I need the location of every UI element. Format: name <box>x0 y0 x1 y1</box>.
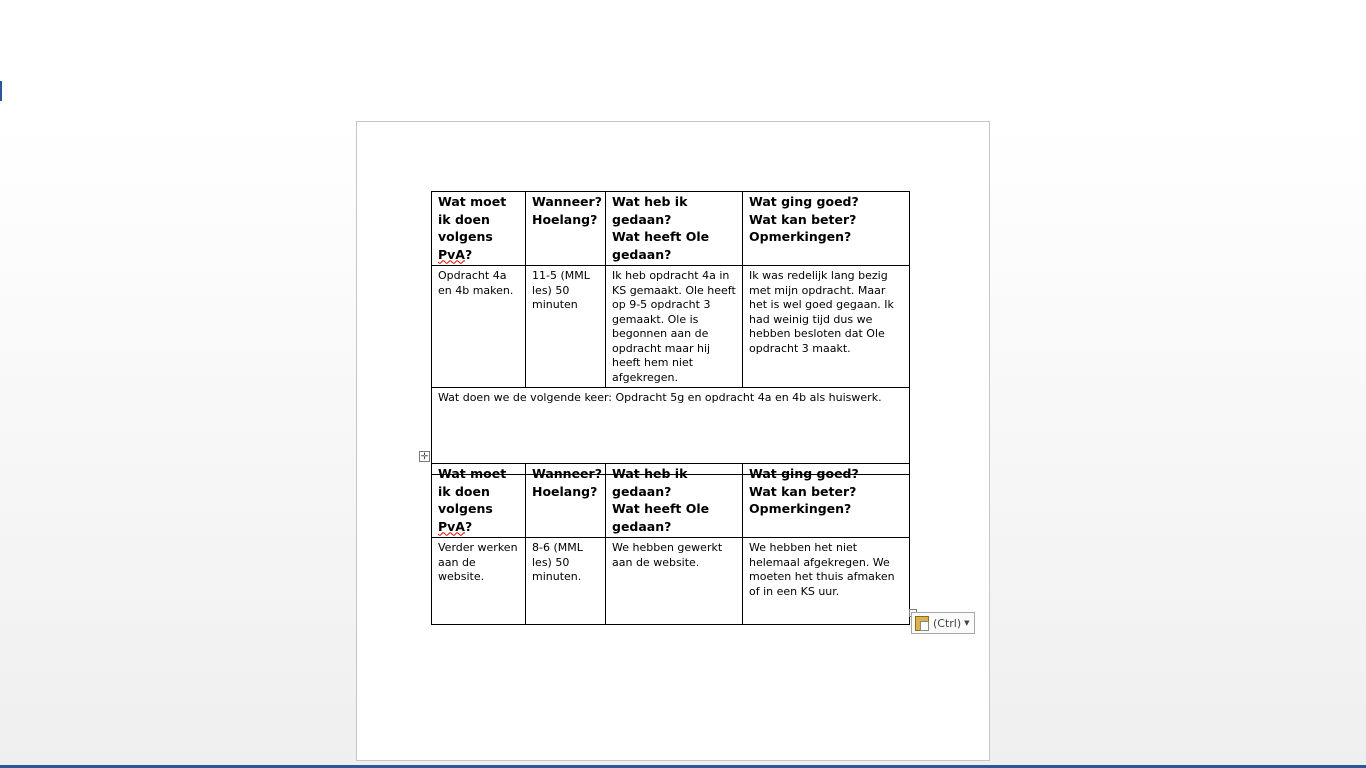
paste-options-button[interactable] <box>911 612 975 634</box>
table-cell-when[interactable]: 11-5 (MML les) 50 minuten <box>526 266 606 388</box>
clipboard-paste-icon <box>915 616 929 631</box>
header-cell[interactable]: Wat moet ik doen volgens PvA? <box>432 464 526 538</box>
table-cell-remarks[interactable]: We hebben het niet helemaal afgekregen. We moeten het thuis afmaken of in een KS uur. <box>743 538 910 625</box>
spelling-error-mark: PvA <box>438 518 465 534</box>
header-cell[interactable]: Wat heb ik gedaan? Wat heeft Ole gedaan? <box>606 464 743 538</box>
table-row <box>432 388 910 475</box>
chevron-down-icon: ▼ <box>964 619 970 627</box>
document-page[interactable] <box>356 121 990 761</box>
progress-table-1 <box>431 191 910 475</box>
spelling-error-mark: PvA <box>438 246 465 262</box>
text-cursor <box>0 81 2 101</box>
table-header-row <box>432 464 910 538</box>
table-cell-task[interactable]: Opdracht 4a en 4b maken. <box>432 266 526 388</box>
header-cell[interactable]: Wat moet ik doen volgens PvA? <box>432 192 526 266</box>
header-cell[interactable]: Wat ging goed? Wat kan beter? Opmerkingen? <box>743 192 910 266</box>
header-cell[interactable]: Wanneer? Hoelang? <box>526 464 606 538</box>
table-cell-done[interactable]: Ik heb opdracht 4a in KS gemaakt. Ole heeft op 9-5 opdracht 3 gemaakt. Ole is begonnen aan de opdracht maar hij heeft hem niet afgekregen. <box>606 266 743 388</box>
table-cell-done[interactable]: We hebben gewerkt aan de website. <box>606 538 743 625</box>
table-move-handle-icon[interactable]: ✛ <box>420 451 429 461</box>
table-header-row <box>432 192 910 266</box>
table-row <box>432 538 910 625</box>
table-row <box>432 266 910 388</box>
header-cell[interactable]: Wanneer? Hoelang? <box>526 192 606 266</box>
table-cell-when[interactable]: 8-6 (MML les) 50 minuten. <box>526 538 606 625</box>
header-cell[interactable]: Wat ging goed? Wat kan beter? Opmerkingen? <box>743 464 910 538</box>
progress-table-2 <box>431 463 910 625</box>
table-cell-task[interactable]: Verder werken aan de website. <box>432 538 526 625</box>
table-cell-remarks[interactable]: Ik was redelijk lang bezig met mijn opdracht. Maar het is wel goed gegaan. Ik had weinig tijd dus we hebben besloten dat Ole opdracht 3 maakt. <box>743 266 910 388</box>
header-cell[interactable]: Wat heb ik gedaan? Wat heeft Ole gedaan? <box>606 192 743 266</box>
table-cell-next-time[interactable]: Wat doen we de volgende keer: Opdracht 5g en opdracht 4a en 4b als huiswerk. <box>432 388 910 475</box>
paste-options-label: (Ctrl) <box>933 616 962 630</box>
